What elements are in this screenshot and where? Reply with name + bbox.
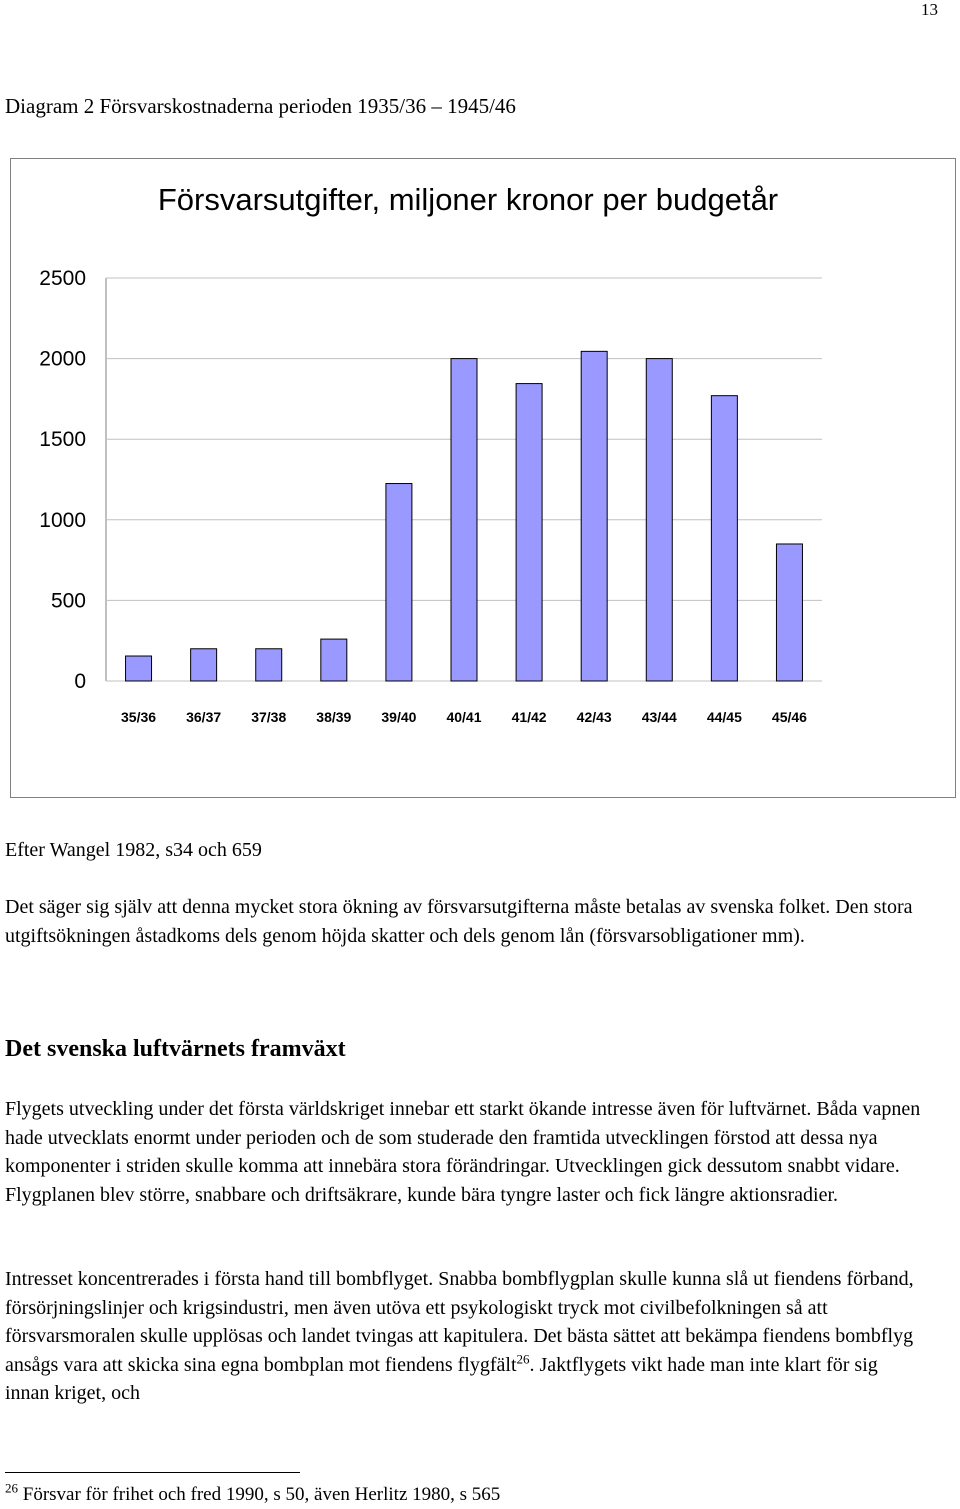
- bar: [646, 359, 672, 681]
- bar: [126, 656, 152, 681]
- paragraph-3: [5, 1265, 925, 1408]
- footnote-number: 26: [5, 1480, 18, 1496]
- bar: [581, 351, 607, 681]
- footnote-text: Försvar för frihet och fred 1990, s 50, även Herlitz 1980, s 565: [18, 1484, 501, 1505]
- y-tick-label: 1000: [39, 508, 86, 532]
- y-tick-label: 2500: [39, 267, 86, 290]
- x-tick-label: 35/36: [121, 709, 157, 725]
- paragraph-3-text: Intresset koncentrerades i första hand till bombflyget. Snabba bombflygplan skulle kunna slå ut fiendens förband, försörjningslinjer och krigsindustri, men även utöva ett psykologiskt tryck mot civilbefolkningen så att försvarsmoralen skulle upplösas och landet tvingas att kapitulera. Det bästa sättet att bekämpa fiendens bombflyg ansågs vara att skicka sina egna bombplan mot fiendens flygfält: [5, 1268, 914, 1376]
- y-tick-label: 0: [74, 670, 86, 693]
- chart-title: Försvarsutgifter, miljoner kronor per budgetår: [157, 182, 779, 217]
- x-axis-ticks: [121, 709, 807, 725]
- x-tick-label: 41/42: [511, 709, 547, 725]
- diagram-caption: Diagram 2 Försvarskostnaderna perioden 1935/36 – 1945/46: [5, 94, 516, 118]
- source-line: Efter Wangel 1982, s34 och 659: [5, 839, 262, 861]
- y-axis-ticks: [39, 267, 86, 693]
- page-number: 13: [921, 0, 938, 19]
- x-tick-label: 44/45: [706, 709, 742, 725]
- x-tick-label: 43/44: [641, 709, 677, 725]
- bar: [386, 484, 412, 681]
- section-heading: Det svenska luftvärnets framväxt: [5, 1036, 346, 1062]
- y-tick-label: 1500: [39, 428, 86, 452]
- bars: [126, 351, 803, 681]
- x-tick-label: 36/37: [186, 709, 222, 725]
- footnote: [5, 1480, 501, 1506]
- bar: [191, 649, 217, 681]
- paragraph-1: Det säger sig själv att denna mycket stora ökning av försvarsutgifterna måste betalas av svenska folket. Den stora utgiftsökningen åstadkoms dels genom höjda skatter och dels genom lån (försvarsobligationer mm).: [5, 896, 913, 947]
- bar: [776, 544, 802, 681]
- bar: [256, 649, 282, 681]
- y-tick-label: 2000: [39, 347, 86, 371]
- x-tick-label: 39/40: [381, 709, 417, 725]
- x-tick-label: 38/39: [316, 709, 352, 725]
- bar: [516, 384, 542, 681]
- x-tick-label: 37/38: [251, 709, 287, 725]
- y-tick-label: 500: [50, 589, 86, 613]
- x-tick-label: 42/43: [576, 709, 612, 725]
- bar: [321, 639, 347, 681]
- bar: [451, 359, 477, 681]
- x-tick-label: 40/41: [446, 709, 482, 725]
- bar: [711, 396, 737, 681]
- paragraph-2: Flygets utveckling under det första världskriget innebar ett starkt ökande intresse även för luftvärnet. Båda vapnen hade utvecklats enormt under perioden och de som studerade den framtida utvecklingen förstod att dessa nya komponenter i striden skulle komma att innebära stora förändringar. Utvecklingen gick dessutom snabbt vidare. Flygplanen blev större, snabbare och driftsäkrare, kunde bära tyngre laster och fick längre aktionsradier.: [5, 1098, 921, 1206]
- x-tick-label: 45/46: [771, 709, 807, 725]
- footnote-divider: [5, 1472, 300, 1473]
- footnote-reference[interactable]: 26: [516, 1350, 530, 1366]
- paragraph-3-continuation: . Jaktflygets vikt hade man inte klart för sig innan kriget, och: [5, 1353, 878, 1404]
